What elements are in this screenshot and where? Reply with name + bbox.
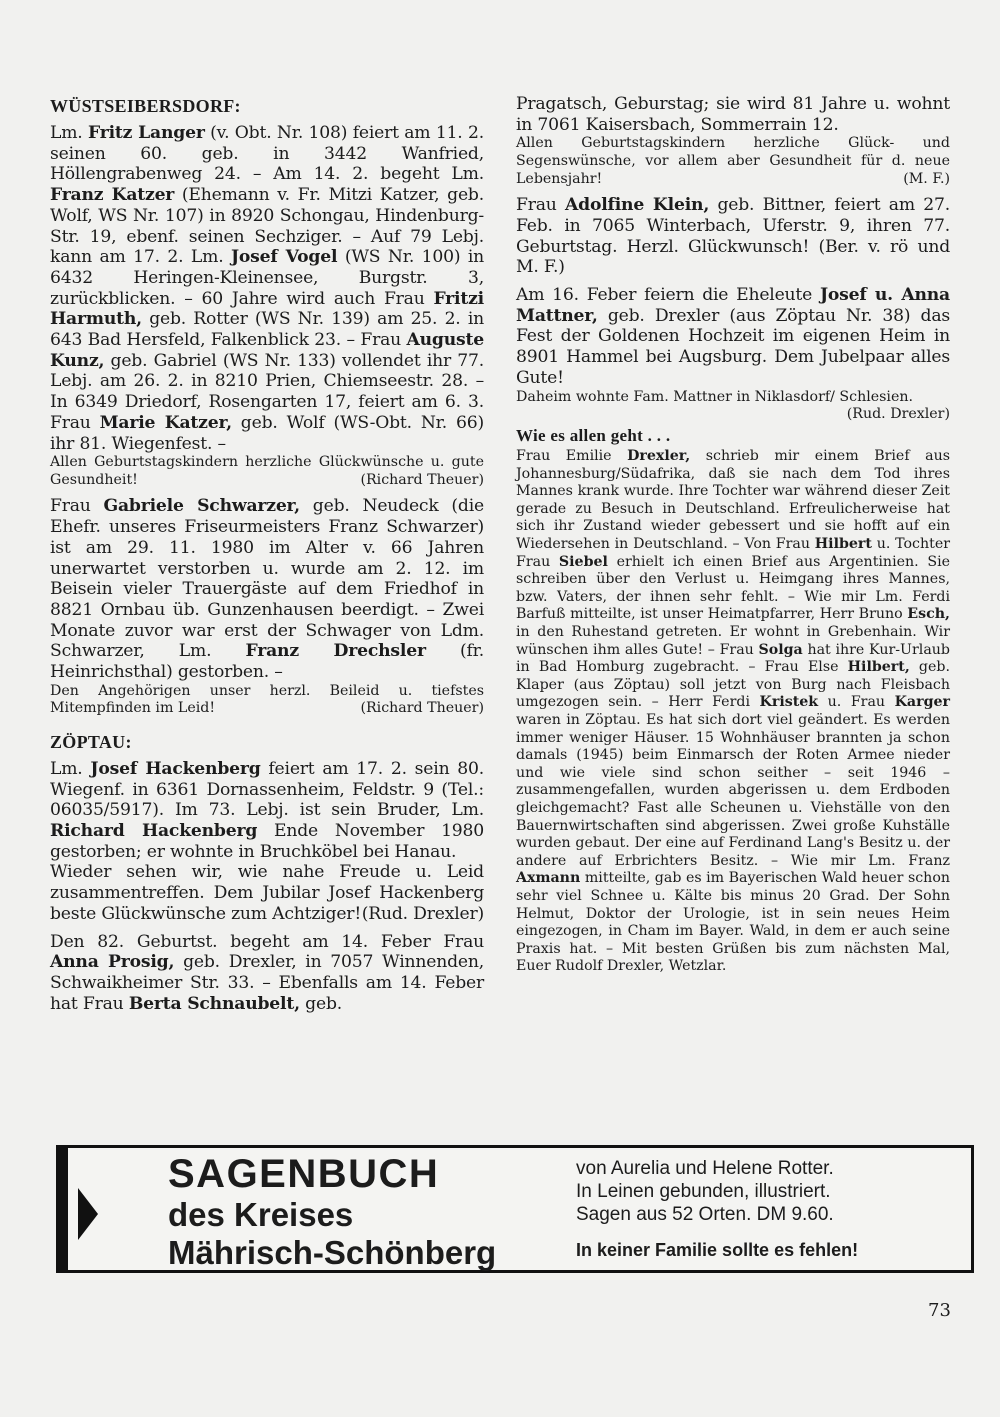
sagenbuch-advertisement xyxy=(56,1145,974,1273)
text-run: geb. Bittner, feiert am 27. Feb. in 7065 Winterbach, Uferstr. 9, ihren 77. Geburtstag. Herzl. Glückwunsch! (Ber. v. rö und M. F.) xyxy=(516,195,950,278)
section-heading-wie-es-allen-geht: Wie es allen geht . . . xyxy=(516,426,671,446)
paragraph xyxy=(516,195,950,278)
section-heading-wuestseibersdorf: WÜSTSEIBERSDORF: xyxy=(50,96,241,116)
bold-name: Drexler, xyxy=(627,448,691,465)
paragraph xyxy=(50,496,484,682)
bold-name: Adolfine Klein, xyxy=(564,195,710,216)
bold-name: Berta Schnaubelt, xyxy=(128,993,300,1014)
text-run: geb. Wolf (WS-Obt. Nr. 66) ihr 81. Wiegenfest. – xyxy=(50,412,484,454)
bold-name: Esch, xyxy=(907,606,950,623)
text-run: Allen Geburtstagskindern herzliche Glück- und Segenswünsche, vor allem aber Gesundheit für d. neue Lebensjahr! xyxy=(516,135,950,187)
text-run: Frau xyxy=(516,195,565,216)
ad-slogan: In keiner Familie sollte es fehlen! xyxy=(576,1240,859,1260)
bold-name: Franz Drechsler xyxy=(245,641,426,662)
bold-name: Josef Vogel xyxy=(230,247,338,268)
text-run: Frau Emilie xyxy=(516,448,628,465)
paragraph xyxy=(50,759,484,863)
paragraphs-zoeptau xyxy=(50,759,484,1014)
bold-name: Kristek xyxy=(759,694,819,711)
text-run: u. Tochter Frau xyxy=(516,536,950,570)
paragraph xyxy=(516,388,950,423)
author-signature: (Rud. Drexler) xyxy=(846,406,950,423)
paragraph xyxy=(50,932,484,1015)
bold-name: Josef Hackenberg xyxy=(90,758,261,779)
section-heading-zoeptau: ZÖPTAU: xyxy=(50,731,132,752)
text-run: geb. Gabriel (WS Nr. 133) vollendet ihr 77. Lebj. am 26. 2. in 8210 Prien, Chiemseestr. 28. – In 6349 Driedorf, Rosengarten 17, feiert am 6. 3. Frau xyxy=(50,350,484,433)
paragraphs-wuestseibersdorf xyxy=(50,123,484,718)
bold-name: Siebel xyxy=(558,553,608,570)
bold-name: Solga xyxy=(758,641,803,658)
text-run: (Ehemann v. Fr. Mitzi Katzer, geb. Wolf, WS Nr. 107) in 8920 Schongau, Hindenburg-Str. 19, ebenf. seinen Sechziger. – Auf 79 Lebj. kann am 17. 2. Lm. xyxy=(50,185,484,268)
text-run: geb. Drexler (aus Zöptau Nr. 38) das Fest der Goldenen Hochzeit im eigenen Heim in 8901 Hammel bei Augsburg. Dem Jubelpaar alles Gute! xyxy=(516,305,950,388)
paragraph xyxy=(516,448,950,976)
text-run: waren in Zöptau. Es hat sich dort viel geändert. Es werden immer weniger Häuser. 15 Wohnhäuser brannten ja schon damals (1945) beim Einmarsch der Roten Armee nieder und wie viele sind schon seither – seit 1946 – zusammengefallen, wurden abgerissen u. dem Erdboden gleichgemacht? Fast alle Scheunen u. Viehställe von den Bauernwirtschaften sind abgerissen. Zwei große Kuhställe wurden gebaut. Der eine auf Ferdinand Lang's Besitz u. der andere auf Erbrichters Besitz. – Wie mir Lm. Franz xyxy=(516,712,950,869)
paragraph xyxy=(50,683,484,718)
text-run: Ende November 1980 gestorben; er wohnte in Bruchköbel bei Hanau. xyxy=(50,821,485,862)
paragraph xyxy=(516,285,950,389)
paragraph xyxy=(516,94,950,135)
left-column xyxy=(50,96,484,1014)
author-signature: (Richard Theuer) xyxy=(360,700,484,717)
bold-name: Franz Katzer xyxy=(50,185,175,206)
ad-price: Sagen aus 52 Orten. DM 9.60. xyxy=(576,1204,834,1225)
paragraph xyxy=(50,454,484,489)
bold-name: Richard Hackenberg xyxy=(50,821,258,842)
right-column xyxy=(516,94,950,976)
bold-name: Axmann xyxy=(516,870,581,887)
arrow-right-icon xyxy=(78,1188,98,1240)
text-run: u. Frau xyxy=(818,694,895,711)
text-run: geb. Rotter (WS Nr. 139) am 25. 2. in 643 Bad Hersfeld, Falkenblick 23. – Frau xyxy=(50,309,484,351)
ad-region: Mährisch-Schönberg xyxy=(168,1234,497,1271)
bold-name: Hilbert, xyxy=(847,659,910,676)
bold-name: Karger xyxy=(894,694,950,711)
bold-name: Fritzi Harmuth, xyxy=(50,288,484,330)
bold-name: Marie Katzer, xyxy=(99,412,232,433)
author-signature: (M. F.) xyxy=(903,170,950,187)
text-run: geb. Klaper (aus Zöptau) soll jetzt von Burg nach Fleisbach umgezogen sein. – Herr Ferdi xyxy=(516,659,950,711)
text-run: hat ihre Kur-Urlaub in Bad Homburg zugebracht. – Frau Else xyxy=(516,641,950,676)
text-run: Den Angehörigen unser herzl. Beileid u. tiefstes Mitempfinden im Leid! xyxy=(50,682,484,717)
bold-name: Anna Prosig, xyxy=(50,952,175,973)
text-run: Pragatsch, Geburstag; sie wird 81 Jahre u. wohnt in 7061 Kaisersbach, Sommerrain 12. xyxy=(516,94,950,135)
text-run: mitteilte, gab es im Bayerischen Wald heuer schon sehr viel Schnee u. Kälte bis minus 20 Grad. Der Sohn Helmut, Doktor der Urologie, ist in sein neues Heim eingezogen, in Cham im Bayer. Wald, in dem er auch seine Praxis hat. – Mit besten Grüßen bis zum nächsten Mal, Euer Rudolf Drexler, Wetzlar. xyxy=(516,870,950,975)
text-run: schrieb mir einem Brief aus Johannesburg/Südafrika, daß sie nach dem Tod ihres Mannes krank wurde. Ihre Tochter war während dieser Zeit gerade zu Besuch in Deutschland. Erfreulicherweise hat sich ihr Zustand wieder gebessert und sie hofft auf ein Wiedersehen in Deutschland. – Von Frau xyxy=(516,448,950,553)
ad-authors: von Aurelia und Helene Rotter. xyxy=(576,1158,834,1179)
bold-name: Gabriele Schwarzer, xyxy=(103,496,300,517)
text-run: geb. xyxy=(299,993,343,1014)
text-run: (WS Nr. 100) in 6432 Heringen-Kleinensee, Burgstr. 3, zurückblicken. – 60 Jahre wird auch Frau xyxy=(50,247,484,309)
author-signature: (Richard Theuer) xyxy=(360,471,484,488)
bold-name: Josef u. Anna Mattner, xyxy=(516,285,950,326)
text-run: erhielt ich einen Brief aus Argentinien. Sie schreiben über den Verlust u. Heimgang ihres Mannes, bzw. Vaters, der ihnen sehr fehlt. – Wie mir Lm. Ferdi Barfuß mitteilte, ist unser Heimatpfarrer, Herr Bruno xyxy=(516,553,950,623)
text-run: geb. Drexler, in 7057 Winnenden, Schwaikheimer Str. 33. – Ebenfalls am 14. Feber hat Frau xyxy=(50,952,484,1014)
author-signature: (Rud. Drexler) xyxy=(361,903,484,924)
page-number: 73 xyxy=(928,1300,951,1321)
bold-name: Fritz Langer xyxy=(88,123,205,143)
text-run: geb. Neudeck (die Ehefr. unseres Friseurmeisters Franz Schwarzer) ist am 29. 11. 1980 im Alter v. 66 Jahren unerwartet verstorben u. wurde am 2. 12. im Beisein vieler Trauergäste auf dem Friedhof in 8821 Ornbau üb. Gunzenhausen beerdigt. – Zwei Monate zuvor war erst der Schwager von Ldm. Schwarzer, Lm. xyxy=(50,496,484,662)
paragraph xyxy=(516,135,950,188)
text-run: Lm. xyxy=(50,758,91,779)
text-run: Wieder sehen wir, wie nahe Freude u. Leid zusammentreffen. Dem Jubilar Josef Hackenberg beste Glückwünsche zum Achtziger! xyxy=(50,862,484,924)
bold-name: Auguste Kunz, xyxy=(50,330,484,371)
ad-title: SAGENBUCH xyxy=(168,1152,440,1196)
text-run: Daheim wohnte Fam. Mattner in Niklasdorf/ Schlesien. xyxy=(516,388,914,405)
paragraphs-wie-es-allen-geht xyxy=(516,448,950,976)
text-run: Frau xyxy=(50,496,104,517)
ad-subtitle: des Kreises xyxy=(168,1196,354,1233)
text-run: in den Ruhestand getreten. Er wohnt in Grebenhain. Wir wünschen ihm alles Gute! – Frau xyxy=(516,624,950,658)
text-run: Am 16. Feber feiern die Eheleute xyxy=(516,285,820,305)
paragraphs-birthdays-continued xyxy=(516,94,950,423)
text-run: Den 82. Geburtst. begeht am 14. Feber Frau xyxy=(50,931,484,952)
ad-binding: In Leinen gebunden, illustriert. xyxy=(576,1181,831,1202)
paragraph xyxy=(50,862,484,924)
text-run: Lm. xyxy=(50,123,89,143)
text-run: feiert am 17. 2. sein 80. Wiegenf. in 6361 Dornassenheim, Feldstr. 9 (Tel.: 06035/5917). Im 73. Lebj. ist sein Bruder, Lm. xyxy=(50,758,485,821)
text-run: (fr. Heinrichsthal) gestorben. – xyxy=(50,641,484,683)
text-run: (v. Obt. Nr. 108) feiert am 11. 2. seinen 60. geb. in 3442 Wanfried, Höllengrabenweg 24. – Am 14. 2. begeht Lm. xyxy=(50,123,485,185)
paragraph xyxy=(50,123,484,454)
text-run: Allen Geburtstagskindern herzliche Glückwünsche u. gute Gesundheit! xyxy=(50,454,484,488)
bold-name: Hilbert xyxy=(814,536,872,553)
